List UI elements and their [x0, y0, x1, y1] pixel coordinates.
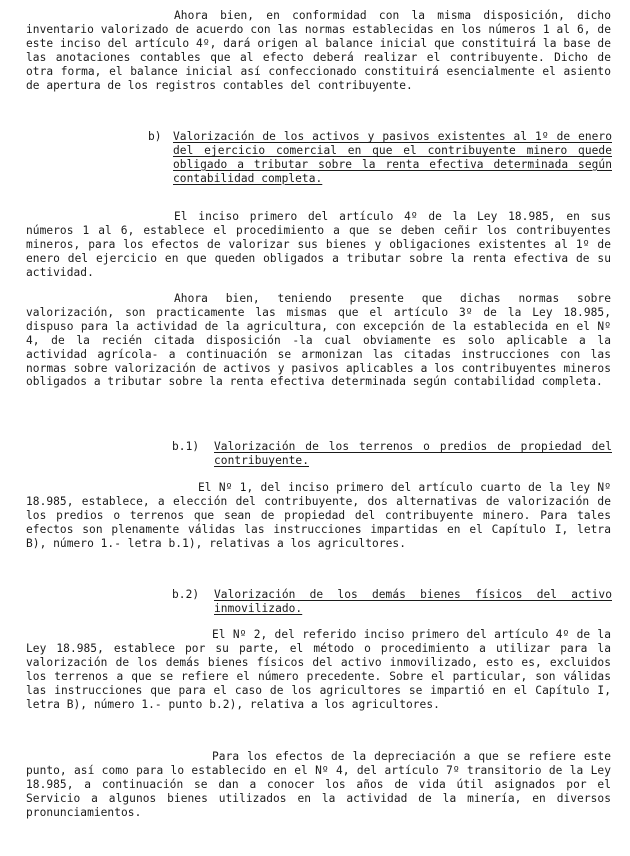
section-title-b: Valorización de los activos y pasivos existentes al 1º de enero del ejercicio comercial en que el contribuyente minero quede obligado a tributar sobre la renta efectiva determinada según contabilidad completa. — [173, 130, 612, 185]
paragraph-normas-valorizacion: Ahora bien, teniendo presente que dichas normas sobre valorización, son practicamente las mismas que el artículo 3º de la Ley 18.985, dispuso para la actividad de la agricultura, con excepción de la establecida en el Nº 4, de la recién citada disposición -la cual obviamente es solo aplicable a la actividad agrícola- a continuación se armonizan las citadas instrucciones con las normas sobre valorización de activos y pasivos aplicables a los contribuyentes mineros obligados a tributar sobre la renta efectiva determinada según contabilidad completa. — [26, 292, 611, 389]
paragraph-depreciacion: Para los efectos de la depreciación a que se refiere este punto, así como para lo establecido en el Nº 4, del artículo 7º transitorio de la Ley 18.985, a continuación se dan a conocer los años de vida útil asignados por el Servicio a algunos bienes utilizados en la actividad de la minería, en diversos pronunciamientos. — [26, 750, 611, 819]
section-title-b2: Valorización de los demás bienes físicos del activo inmovilizado. — [214, 588, 612, 615]
section-label-b1: b.1) — [172, 440, 200, 453]
section-title-b1: Valorización de los terrenos o predios de propiedad del contribuyente. — [214, 440, 612, 467]
paragraph-activo-inmovilizado: El Nº 2, del referido inciso primero del artículo 4º de la Ley 18.985, establece por su parte, el método o procedimiento a utilizar para la valorización de los demás bienes físicos del activo inmovilizado, esto es, excluidos los terrenos a que se refiere el número precedente. Sobre el particular, son válidas las instrucciones que para el caso de los agricultores se impartió en el Capítulo I, letra B), número 1.- punto b.2), relativa a los agricultores. — [26, 628, 611, 711]
paragraph-balance-inicial: Ahora bien, en conformidad con la misma disposición, dicho inventario valorizado de acuerdo con las normas establecidas en los números 1 al 6, de este inciso del artículo 4º, dará origen al balance inicial que constituirá la base de las anotaciones contables que al efecto deberá realizar el contribuyente. Dicho de otra forma, el balance inicial así confeccionado constituirá esencialmente el asiento de apertura de los registros contables del contribuyente. — [26, 9, 611, 92]
paragraph-inciso-primero: El inciso primero del artículo 4º de la Ley 18.985, en sus números 1 al 6, establece el procedimiento a que se deben ceñir los contribuyentes mineros, para los efectos de valorizar sus bienes y obligaciones existentes al 1º de enero del ejercicio en que queden obligados a tributar sobre la renta efectiva de su actividad. — [26, 210, 611, 279]
section-label-b: b) — [148, 130, 162, 143]
paragraph-terrenos: El Nº 1, del inciso primero del artículo cuarto de la ley Nº 18.985, establece, a elección del contribuyente, dos alternativas de valorización de los predios o terrenos que sean de propiedad del contribuyente minero. Para tales efectos son plenamente válidas las instrucciones impartidas en el Capítulo I, letra B), número 1.- letra b.1), relativas a los agricultores. — [26, 481, 611, 550]
section-label-b2: b.2) — [172, 588, 200, 601]
